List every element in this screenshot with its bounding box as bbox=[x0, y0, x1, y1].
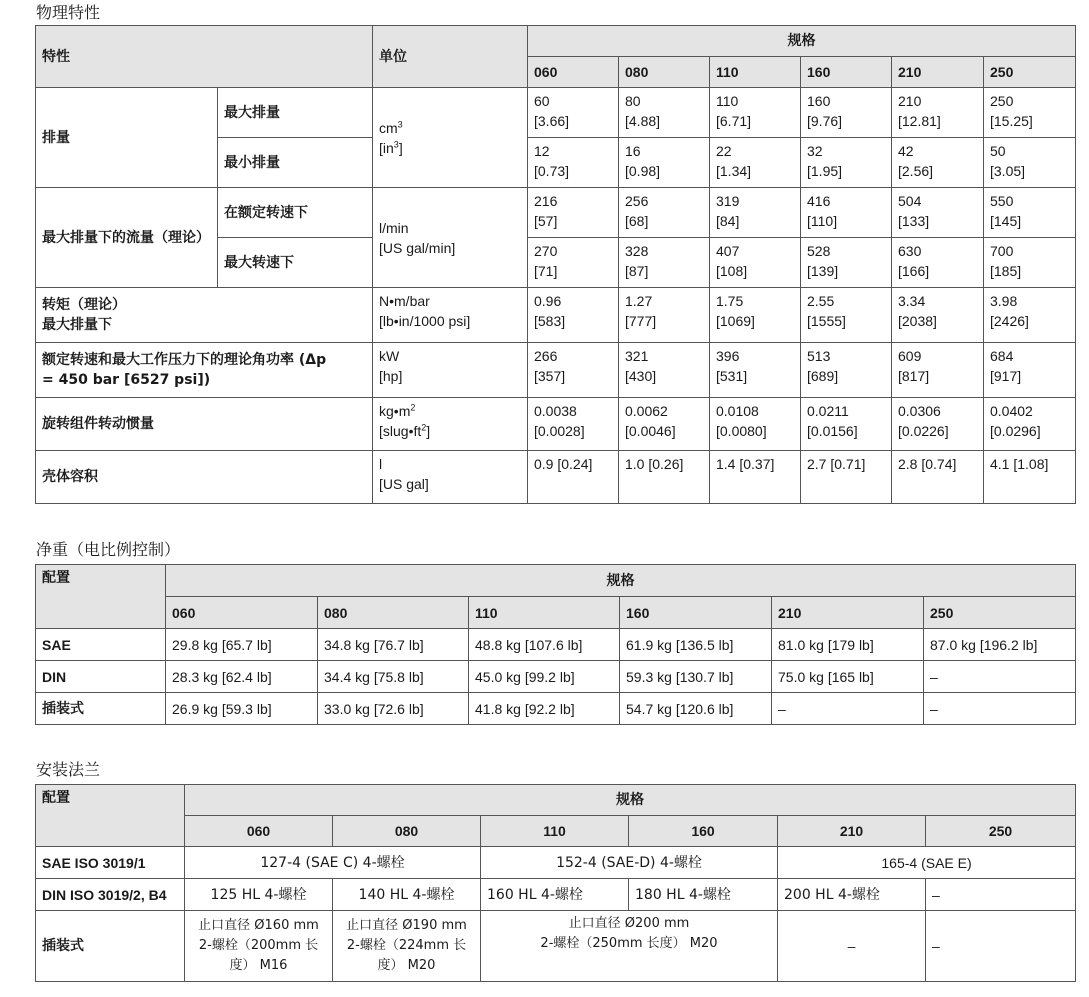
value-cell: 止口直径 Ø190 mm 2-螺栓（224mm 长 度） M20 bbox=[333, 911, 481, 982]
value-cell: 513 [689] bbox=[801, 343, 892, 398]
value-cell: 250 [15.25] bbox=[984, 88, 1076, 138]
size-060: 060 bbox=[166, 597, 318, 629]
value-cell: 33.0 kg [72.6 lb] bbox=[318, 693, 469, 725]
size-210: 210 bbox=[778, 816, 926, 847]
size-160: 160 bbox=[620, 597, 772, 629]
row-label-cartridge: 插装式 bbox=[36, 911, 185, 982]
value-cell: 0.96 [583] bbox=[528, 288, 619, 343]
value-cell: 1.0 [0.26] bbox=[619, 451, 710, 504]
value-cell: 0.0306 [0.0226] bbox=[892, 398, 984, 451]
value-cell: 1.4 [0.37] bbox=[710, 451, 801, 504]
value-cell: – bbox=[926, 911, 1076, 982]
value-cell: 59.3 kg [130.7 lb] bbox=[620, 661, 772, 693]
value-cell: 1.75 [1069] bbox=[710, 288, 801, 343]
size-080: 080 bbox=[333, 816, 481, 847]
value-cell: 160 [9.76] bbox=[801, 88, 892, 138]
row-label-cartridge: 插装式 bbox=[36, 693, 166, 725]
size-080: 080 bbox=[619, 57, 710, 88]
value-cell: 0.0108 [0.0080] bbox=[710, 398, 801, 451]
size-250: 250 bbox=[924, 597, 1076, 629]
value-cell: 75.0 kg [165 lb] bbox=[772, 661, 924, 693]
value-cell: 2.8 [0.74] bbox=[892, 451, 984, 504]
value-cell: 止口直径 Ø200 mm 2-螺栓（250mm 长度） M20 bbox=[481, 911, 778, 982]
value-cell: 210 [12.81] bbox=[892, 88, 984, 138]
row-label-din: DIN bbox=[36, 661, 166, 693]
value-cell: 216 [57] bbox=[528, 188, 619, 238]
value-cell: 1.27 [777] bbox=[619, 288, 710, 343]
size-210: 210 bbox=[772, 597, 924, 629]
section-title-weight: 净重（电比例控制） bbox=[36, 540, 181, 559]
value-cell: 45.0 kg [99.2 lb] bbox=[469, 661, 620, 693]
value-cell: – bbox=[924, 661, 1076, 693]
value-cell: 256 [68] bbox=[619, 188, 710, 238]
sub-label-max-displacement: 最大排量 bbox=[218, 88, 373, 138]
value-cell: 61.9 kg [136.5 lb] bbox=[620, 629, 772, 661]
value-cell: 504 [133] bbox=[892, 188, 984, 238]
value-cell: 266 [357] bbox=[528, 343, 619, 398]
row-label-din-iso: DIN ISO 3019/2, B4 bbox=[36, 879, 185, 911]
value-cell: 700 [185] bbox=[984, 238, 1076, 288]
value-cell: 止口直径 Ø160 mm 2-螺栓（200mm 长 度） M16 bbox=[185, 911, 333, 982]
value-cell: 0.0062 [0.0046] bbox=[619, 398, 710, 451]
section-title-physical: 物理特性 bbox=[36, 3, 101, 22]
value-cell: 321 [430] bbox=[619, 343, 710, 398]
header-property: 特性 bbox=[36, 26, 373, 88]
unit-power: kW [hp] bbox=[373, 343, 528, 398]
value-cell: – bbox=[924, 693, 1076, 725]
sub-label-min-displacement: 最小排量 bbox=[218, 138, 373, 188]
value-cell: 200 HL 4-螺栓 bbox=[778, 879, 926, 911]
value-cell: 684 [917] bbox=[984, 343, 1076, 398]
value-cell: 2.55 [1555] bbox=[801, 288, 892, 343]
value-cell: 160 HL 4-螺栓 bbox=[481, 879, 629, 911]
value-cell: 125 HL 4-螺栓 bbox=[185, 879, 333, 911]
unit-torque: N•m/bar [lb•in/1000 psi] bbox=[373, 288, 528, 343]
value-cell: 29.8 kg [65.7 lb] bbox=[166, 629, 318, 661]
value-cell: 3.98 [2426] bbox=[984, 288, 1076, 343]
size-160: 160 bbox=[801, 57, 892, 88]
value-cell: – bbox=[772, 693, 924, 725]
value-cell: 48.8 kg [107.6 lb] bbox=[469, 629, 620, 661]
unit-case-volume: l [US gal] bbox=[373, 451, 528, 504]
value-cell: 328 [87] bbox=[619, 238, 710, 288]
value-cell: 2.7 [0.71] bbox=[801, 451, 892, 504]
value-cell: 110 [6.71] bbox=[710, 88, 801, 138]
value-cell: 528 [139] bbox=[801, 238, 892, 288]
size-060: 060 bbox=[185, 816, 333, 847]
value-cell: 319 [84] bbox=[710, 188, 801, 238]
size-210: 210 bbox=[892, 57, 984, 88]
value-cell: 26.9 kg [59.3 lb] bbox=[166, 693, 318, 725]
section-title-flange: 安装法兰 bbox=[36, 760, 101, 779]
value-cell: 4.1 [1.08] bbox=[984, 451, 1076, 504]
value-cell: 270 [71] bbox=[528, 238, 619, 288]
value-cell: 0.9 [0.24] bbox=[528, 451, 619, 504]
value-cell: 60 [3.66] bbox=[528, 88, 619, 138]
row-label-displacement: 排量 bbox=[36, 88, 218, 188]
value-cell: 407 [108] bbox=[710, 238, 801, 288]
row-label-torque: 转矩（理论） 最大排量下 bbox=[36, 288, 373, 343]
row-label-inertia: 旋转组件转动惯量 bbox=[36, 398, 373, 451]
unit-displacement: $cm^3$ $[in^3]$ bbox=[373, 88, 528, 188]
value-cell: 0.0038 [0.0028] bbox=[528, 398, 619, 451]
value-cell: 140 HL 4-螺栓 bbox=[333, 879, 481, 911]
value-cell: 3.34 [2038] bbox=[892, 288, 984, 343]
value-cell: – bbox=[926, 879, 1076, 911]
value-cell: 22 [1.34] bbox=[710, 138, 801, 188]
value-cell: 42 [2.56] bbox=[892, 138, 984, 188]
size-080: 080 bbox=[318, 597, 469, 629]
header-spec: 规格 bbox=[528, 26, 1076, 57]
value-cell: 16 [0.98] bbox=[619, 138, 710, 188]
value-cell: 180 HL 4-螺栓 bbox=[629, 879, 778, 911]
header-spec: 规格 bbox=[185, 785, 1076, 816]
value-cell: 81.0 kg [179 lb] bbox=[772, 629, 924, 661]
header-config: 配置 bbox=[36, 565, 166, 629]
value-cell: 54.7 kg [120.6 lb] bbox=[620, 693, 772, 725]
size-110: 110 bbox=[710, 57, 801, 88]
row-label-sae: SAE bbox=[36, 629, 166, 661]
value-cell: 550 [145] bbox=[984, 188, 1076, 238]
value-cell: 28.3 kg [62.4 lb] bbox=[166, 661, 318, 693]
header-spec: 规格 bbox=[166, 565, 1076, 597]
value-cell: 80 [4.88] bbox=[619, 88, 710, 138]
value-cell: 32 [1.95] bbox=[801, 138, 892, 188]
sub-label-rated-speed: 在额定转速下 bbox=[218, 188, 373, 238]
value-cell: 50 [3.05] bbox=[984, 138, 1076, 188]
mounting-flange-table bbox=[35, 784, 1076, 982]
value-cell: 34.8 kg [76.7 lb] bbox=[318, 629, 469, 661]
row-label-flow: 最大排量下的流量（理论） bbox=[36, 188, 218, 288]
value-cell: 396 [531] bbox=[710, 343, 801, 398]
physical-properties-table bbox=[35, 25, 1076, 504]
sub-label-max-speed: 最大转速下 bbox=[218, 238, 373, 288]
value-cell: – bbox=[778, 911, 926, 982]
value-cell: 87.0 kg [196.2 lb] bbox=[924, 629, 1076, 661]
size-110: 110 bbox=[469, 597, 620, 629]
unit-flow: l/min [US gal/min] bbox=[373, 188, 528, 288]
value-cell: 630 [166] bbox=[892, 238, 984, 288]
value-cell: 127-4 (SAE C) 4-螺栓 bbox=[185, 847, 481, 879]
unit-inertia: $kg•m^2$ $[slug•ft^2]$ bbox=[373, 398, 528, 451]
value-cell: 34.4 kg [75.8 lb] bbox=[318, 661, 469, 693]
header-unit: 单位 bbox=[373, 26, 528, 88]
value-cell: 152-4 (SAE-D) 4-螺栓 bbox=[481, 847, 778, 879]
size-060: 060 bbox=[528, 57, 619, 88]
value-cell: 12 [0.73] bbox=[528, 138, 619, 188]
size-250: 250 bbox=[926, 816, 1076, 847]
row-label-case-volume: 壳体容积 bbox=[36, 451, 373, 504]
value-cell: 41.8 kg [92.2 lb] bbox=[469, 693, 620, 725]
value-cell: 0.0211 [0.0156] bbox=[801, 398, 892, 451]
header-config: 配置 bbox=[36, 785, 185, 847]
size-160: 160 bbox=[629, 816, 778, 847]
size-250: 250 bbox=[984, 57, 1076, 88]
value-cell: 0.0402 [0.0296] bbox=[984, 398, 1076, 451]
value-cell: 609 [817] bbox=[892, 343, 984, 398]
value-cell: 165-4 (SAE E) bbox=[778, 847, 1076, 879]
net-weight-table bbox=[35, 564, 1076, 725]
row-label-power: 额定转速和最大工作压力下的理论角功率 (Δp = 450 bar [6527 psi]) bbox=[36, 343, 373, 398]
value-cell: 416 [110] bbox=[801, 188, 892, 238]
row-label-sae-iso: SAE ISO 3019/1 bbox=[36, 847, 185, 879]
size-110: 110 bbox=[481, 816, 629, 847]
